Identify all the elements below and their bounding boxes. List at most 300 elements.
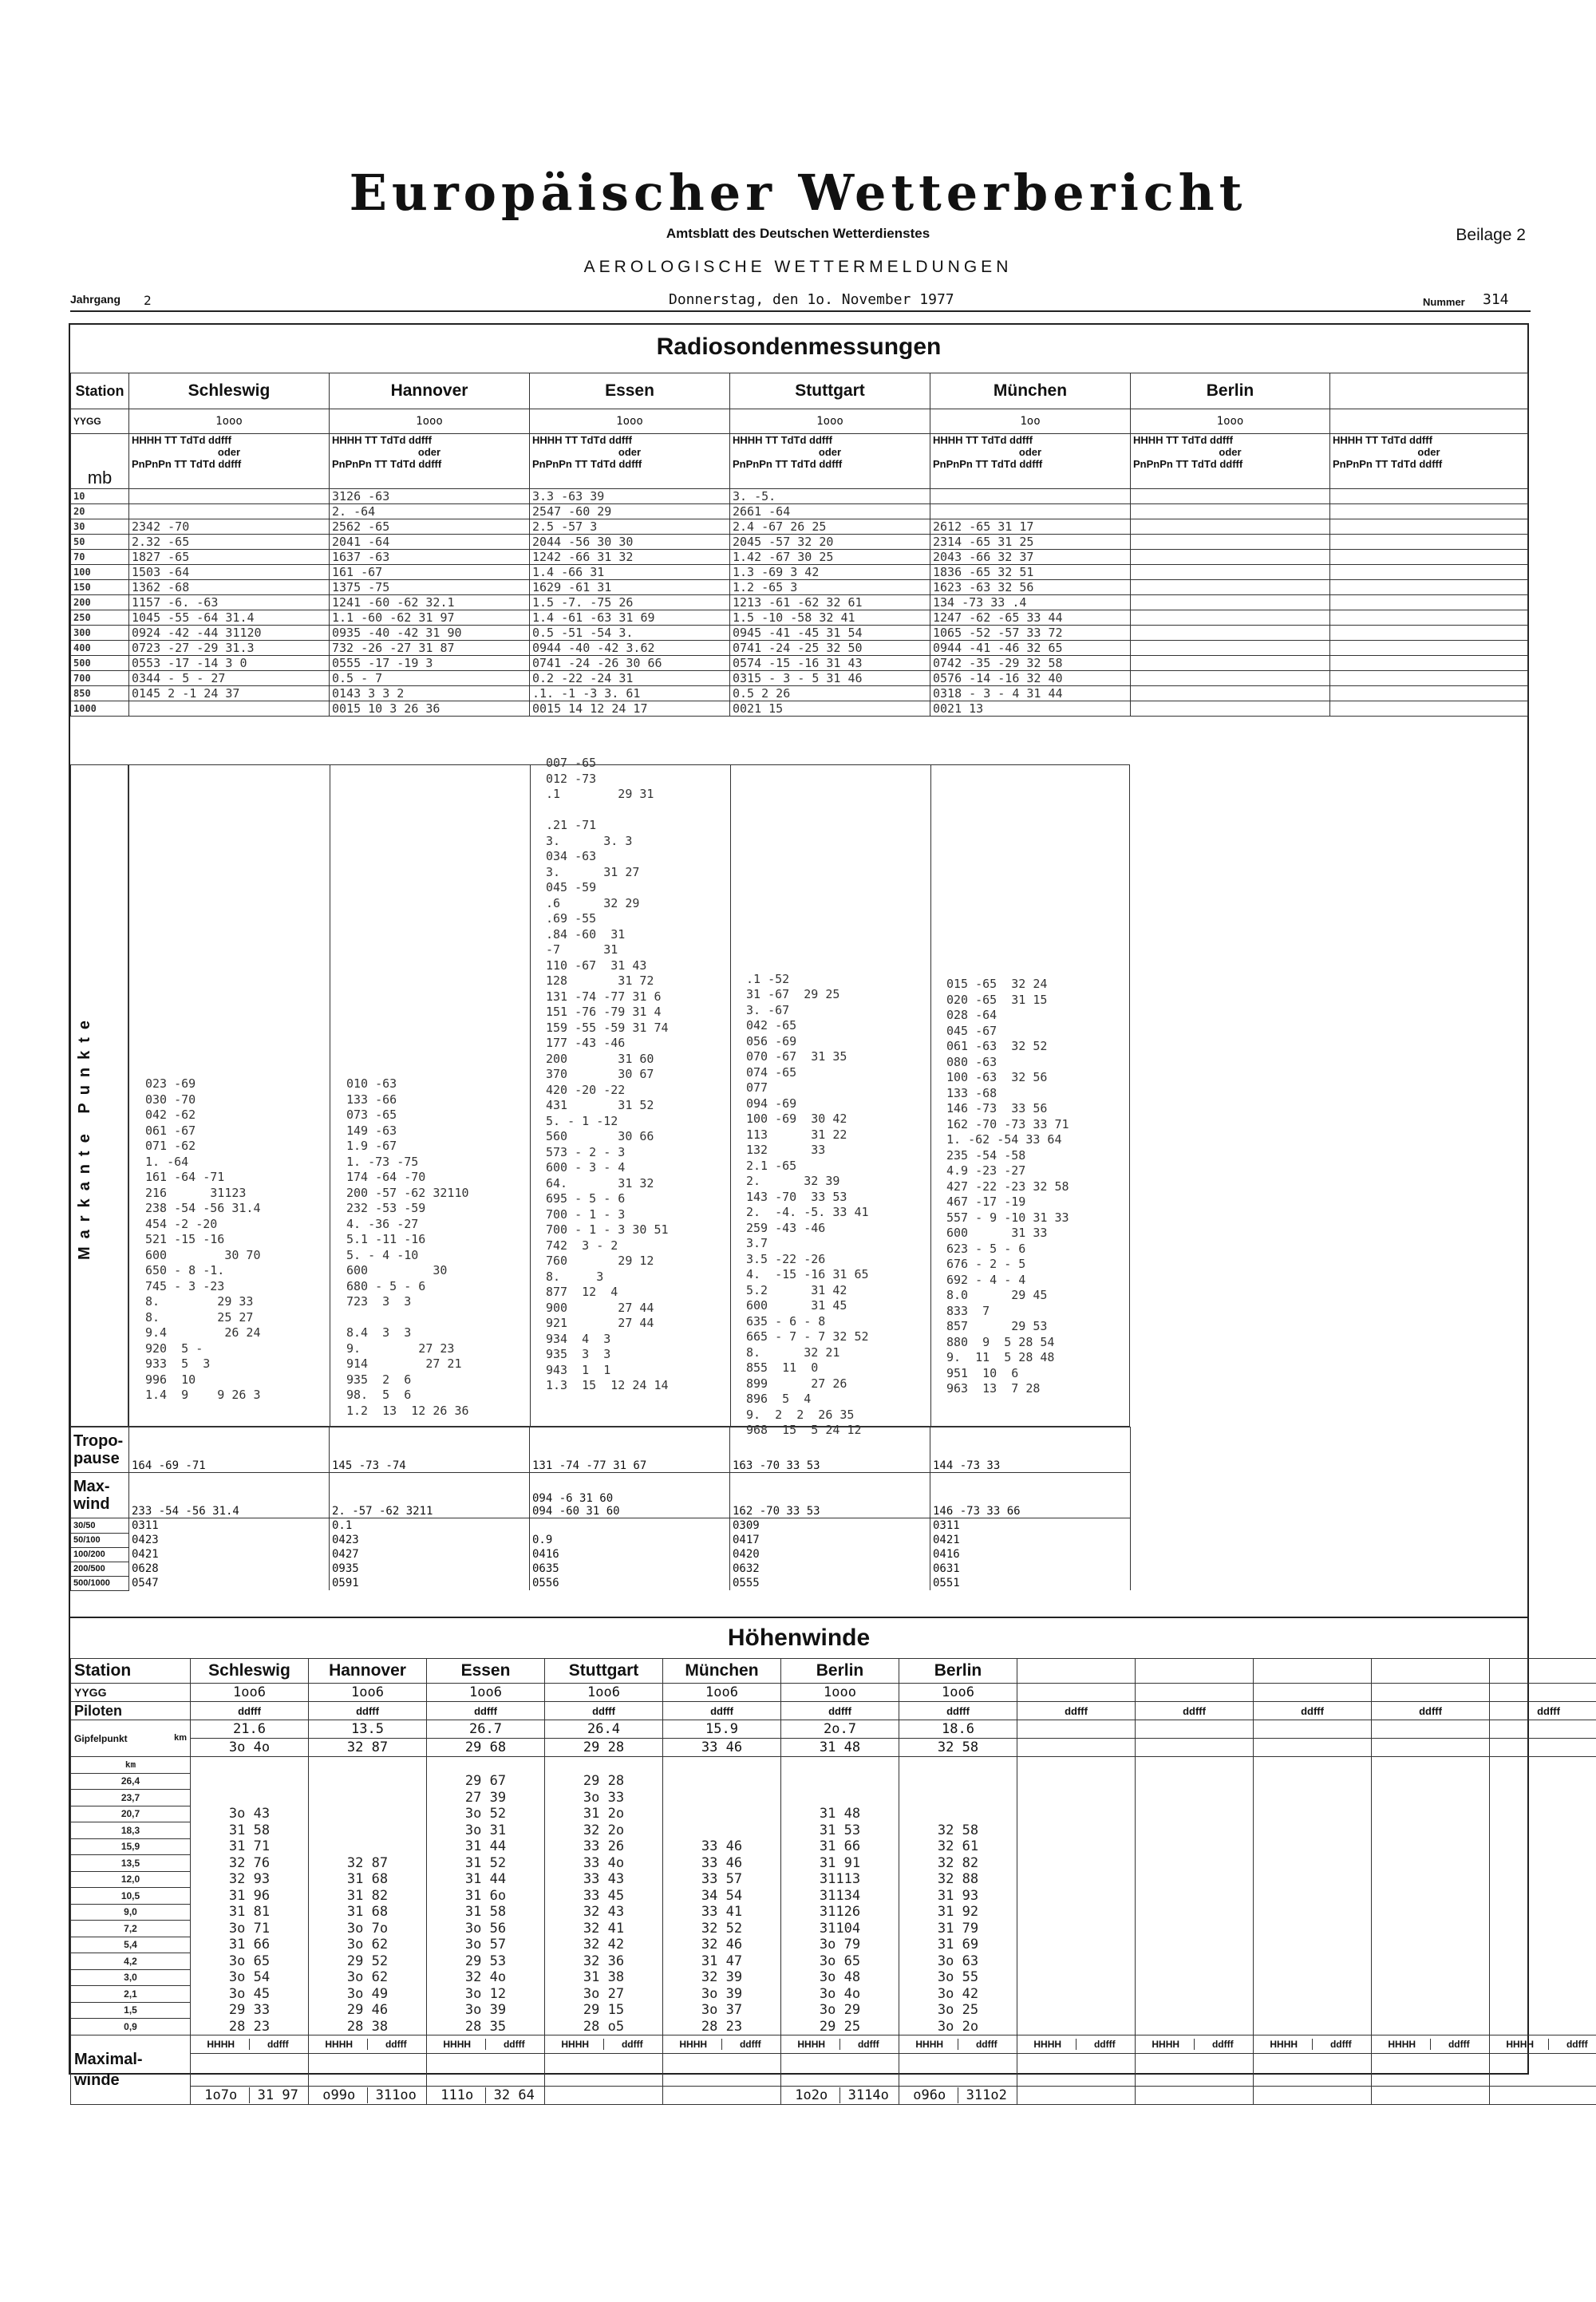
wind-value (1372, 1838, 1490, 1855)
wind-value (1136, 2019, 1254, 2035)
ddfff-header: ddfff (545, 1702, 663, 1720)
maximal-value-cell (309, 2086, 427, 2104)
wind-level-row (71, 1921, 1596, 1937)
wind-value: 32 93 (191, 1871, 309, 1888)
gipfel-km-value: 18.6 (899, 1720, 1017, 1739)
level-value (1131, 504, 1330, 519)
tropopause-value: 131 -74 -77 31 67 (530, 1427, 730, 1473)
wind-value (1017, 1888, 1136, 1905)
tropopause-value: 164 -69 -71 (129, 1427, 330, 1473)
gipfel-ddfff-value: 31 48 (781, 1739, 899, 1757)
volume-number: 2 (144, 293, 152, 308)
maximal-header-cell (899, 2035, 1017, 2053)
supplement-label: Beilage 2 (1456, 226, 1526, 244)
level-value (1330, 535, 1528, 550)
level-value: 2.32 -65 (129, 535, 330, 550)
wind-value: 3o 62 (309, 1969, 427, 1986)
winds-station-name: Essen (427, 1659, 545, 1684)
wind-value: 3o 57 (427, 1937, 545, 1953)
shear-value: 0628 (129, 1562, 330, 1576)
empty-cell (1254, 1757, 1372, 1774)
wind-value (1017, 1986, 1136, 2003)
hhhh-label: HHHH (310, 2039, 368, 2050)
level-value: 0.5 - 7 (330, 671, 530, 686)
wind-value: 33 26 (545, 1838, 663, 1855)
shear-label: 100/200 (71, 1547, 129, 1562)
column-header-top: HHHH TT TdTd ddfff (532, 434, 632, 446)
maximal-winde-label: Maximal-winde (71, 2035, 191, 2104)
wind-value (1017, 1937, 1136, 1953)
wind-value: 31 96 (191, 1888, 309, 1905)
maximal-value-cell (427, 2086, 545, 2104)
wind-value (1254, 1838, 1372, 1855)
level-rows (71, 489, 1528, 717)
maxwind-value: 162 -70 33 53 (730, 1473, 930, 1518)
tropopause-value: 163 -70 33 53 (730, 1427, 930, 1473)
issue-info-row (70, 290, 1531, 312)
wind-value (1490, 1921, 1596, 1937)
level-value: 2314 -65 31 25 (930, 535, 1131, 550)
wind-value: 33 4o (545, 1855, 663, 1872)
wind-level-row (71, 1969, 1596, 1986)
ddfff-header: ddfff (1017, 1702, 1136, 1720)
wind-value (781, 1773, 899, 1790)
wind-value (1017, 1855, 1136, 1872)
radiosonde-heading: Radiosondenmessungen (656, 334, 942, 360)
wind-value (1372, 1921, 1490, 1937)
km-level: 3,0 (71, 1969, 191, 1986)
wind-value: 32 61 (899, 1838, 1017, 1855)
tropopause-label: Tropo-pause (71, 1427, 129, 1473)
wind-value (1017, 1871, 1136, 1888)
wind-value: 31126 (781, 1904, 899, 1921)
wind-value (1017, 1773, 1136, 1790)
maximal-hhhh: 1o2o (783, 2087, 840, 2103)
wind-value (1254, 2019, 1372, 2035)
wind-level-row (71, 1888, 1596, 1905)
wind-value (1254, 1871, 1372, 1888)
gipfel-ddfff-value (1372, 1739, 1490, 1757)
wind-value: 31 6o (427, 1888, 545, 1905)
column-header-mid: oder (417, 446, 441, 458)
yygg-value: 1ooo (330, 409, 530, 434)
wind-value (1017, 1822, 1136, 1839)
wind-value: 3o 39 (427, 2002, 545, 2019)
wind-value: 31134 (781, 1888, 899, 1905)
level-value (1131, 489, 1330, 504)
station-name: Essen (530, 373, 730, 409)
winds-station-name (1372, 1659, 1490, 1684)
level-value: 0741 -24 -26 30 66 (530, 656, 730, 671)
wind-value (1490, 1855, 1596, 1872)
wind-value: 3o 45 (191, 1986, 309, 2003)
winds-yygg-value: 1oo6 (427, 1684, 545, 1702)
wind-value: 28 23 (663, 2019, 781, 2035)
wind-value: 3o 62 (309, 1937, 427, 1953)
gipfelpunkt-label (71, 1720, 191, 1757)
level-value: 2661 -64 (730, 504, 930, 519)
column-header-bottom: PnPnPn TT TdTd ddfff (1133, 458, 1243, 470)
level-row (71, 535, 1528, 550)
km-level: 23,7 (71, 1790, 191, 1806)
significant-stuttgart: .1 -52 31 -67 29 25 3. -67 042 -65 056 -69 070 -67 31 35 074 -65 077 094 -69 100 -69 30 42 113 31 22 132 33 2.1 -65 2. 32 39 143 -70 33 53 2. -4. -5. 33 41 259 -43 -46 3.7 3.5 -22 -26 4. -15 -16 31 65 5.2 31 42 600 31 45 635 - 6 - 8 665 - 7 - 7 32 52 8. 32 21 855 11 0 899 27 26 896 5 4 9. 2 2 26 35 968 15 5 24 12 (746, 971, 869, 1437)
wind-value: 33 43 (545, 1871, 663, 1888)
wind-value: 3o 52 (427, 1806, 545, 1822)
level-value: 3126 -63 (330, 489, 530, 504)
wind-value: 3o 25 (899, 2002, 1017, 2019)
wind-value: 3o 43 (191, 1806, 309, 1822)
level-value: 2. -64 (330, 504, 530, 519)
wind-value: 3o 56 (427, 1921, 545, 1937)
empty-cell (1136, 1757, 1254, 1774)
column-header-mid: oder (618, 446, 642, 458)
wind-value (1372, 1790, 1490, 1806)
wind-level-row (71, 1953, 1596, 1970)
gipfel-ddfff-value: 32 58 (899, 1739, 1017, 1757)
hhhh-label: HHHH (192, 2039, 250, 2050)
wind-value (191, 1790, 309, 1806)
ddfff-header: ddfff (309, 1702, 427, 1720)
km-header-row (71, 1757, 1596, 1774)
level-value: 1.4 -66 31 (530, 565, 730, 580)
level-value: 2043 -66 32 37 (930, 550, 1131, 565)
level-value: 2045 -57 32 20 (730, 535, 930, 550)
empty-cell (427, 1757, 545, 1774)
gipfel-ddfff-value: 3o 4o (191, 1739, 309, 1757)
level-value: 1242 -66 31 32 (530, 550, 730, 565)
wind-value (1017, 1969, 1136, 1986)
level-value (1330, 550, 1528, 565)
empty-cell (899, 1757, 1017, 1774)
level-row (71, 641, 1528, 656)
wind-value: 3o 63 (899, 1953, 1017, 1970)
level-value: 0021 13 (930, 701, 1131, 717)
gipfel-km-value (1490, 1720, 1596, 1739)
winds-station-name: Stuttgart (545, 1659, 663, 1684)
level-value: 0574 -15 -16 31 43 (730, 656, 930, 671)
wind-value: 29 52 (309, 1953, 427, 1970)
wind-value: 29 33 (191, 2002, 309, 2019)
shear-value: 0311 (930, 1518, 1131, 1534)
maximal-value-cell (191, 2086, 309, 2104)
winds-gipfel-ddfff-row (71, 1739, 1596, 1757)
level-row (71, 686, 1528, 701)
gipfel-ddfff-value (1017, 1739, 1136, 1757)
wind-value (309, 1838, 427, 1855)
winds-station-name: Hannover (309, 1659, 427, 1684)
wind-value: 31 79 (899, 1921, 1017, 1937)
pressure-level: 150 (71, 580, 129, 595)
wind-value: 28 o5 (545, 2019, 663, 2035)
wind-value (1254, 1953, 1372, 1970)
wind-value: 3o 42 (899, 1986, 1017, 2003)
ddfff-label: ddfff (1329, 2038, 1352, 2050)
wind-value (1254, 1806, 1372, 1822)
hhhh-label: HHHH (665, 2039, 722, 2050)
hhhh-label: HHHH (1373, 2039, 1431, 2050)
wind-value: 33 57 (663, 1871, 781, 1888)
level-value: 0015 14 12 24 17 (530, 701, 730, 717)
level-value: 1.5 -10 -58 32 41 (730, 610, 930, 626)
section-title: AEROLOGISCHE WETTERMELDUNGEN (583, 258, 1013, 276)
empty-cell (1136, 2053, 1254, 2086)
wind-value: 31 68 (309, 1904, 427, 1921)
level-value: 1629 -61 31 (530, 580, 730, 595)
level-value: 1.2 -65 3 (730, 580, 930, 595)
level-value: 3.3 -63 39 (530, 489, 730, 504)
level-value: 0315 - 3 - 5 31 46 (730, 671, 930, 686)
yygg-label: YYGG (71, 409, 129, 434)
km-header: km (71, 1757, 191, 1774)
maximal-header-cell (427, 2035, 545, 2053)
wind-value (1490, 1937, 1596, 1953)
empty-cell (1490, 1757, 1596, 1774)
number-label: Nummer (1423, 296, 1465, 308)
ddfff-label: ddfff (1211, 2038, 1234, 2050)
wind-value (1372, 1953, 1490, 1970)
maxwind-essen-top: 094 -6 31 60 (532, 1492, 614, 1505)
column-header-top: HHHH TT TdTd ddfff (1333, 434, 1432, 446)
wind-level-row (71, 1937, 1596, 1953)
column-divider (730, 765, 731, 1426)
level-value (1330, 701, 1528, 717)
empty-cell (191, 1757, 309, 1774)
wind-value: 32 43 (545, 1904, 663, 1921)
column-header (1131, 434, 1330, 489)
shear-label: 50/100 (71, 1533, 129, 1547)
shear-value: 0555 (730, 1576, 930, 1590)
pressure-level: 30 (71, 519, 129, 535)
level-value: 2.5 -57 3 (530, 519, 730, 535)
column-header (530, 434, 730, 489)
winds-station-name (1017, 1659, 1136, 1684)
issue-date: Donnerstag, den 1o. November 1977 (669, 291, 954, 308)
level-value (1330, 641, 1528, 656)
shear-value: 0.9 (530, 1533, 730, 1547)
pressure-level: 250 (71, 610, 129, 626)
column-divider (530, 765, 531, 1426)
level-value: 2547 -60 29 (530, 504, 730, 519)
wind-value: 3o 37 (663, 2002, 781, 2019)
wind-value: 32 76 (191, 1855, 309, 1872)
level-row (71, 565, 1528, 580)
wind-value (1372, 1871, 1490, 1888)
gipfel-km-value (1372, 1720, 1490, 1739)
wind-value (1490, 2002, 1596, 2019)
maxwind-value: 146 -73 33 66 (930, 1473, 1131, 1518)
wind-level-row (71, 1790, 1596, 1806)
wind-value: 32 88 (899, 1871, 1017, 1888)
wind-value: 3o 2o (899, 2019, 1017, 2035)
gipfel-ddfff-value (1254, 1739, 1372, 1757)
wind-value (1017, 1806, 1136, 1822)
column-header (129, 434, 330, 489)
empty-cell (427, 2053, 545, 2086)
wind-value (663, 1806, 781, 1822)
level-value: 1.3 -69 3 42 (730, 565, 930, 580)
winds-heading: Höhenwinde (727, 1625, 871, 1651)
wind-value (1372, 2019, 1490, 2035)
column-header-bottom: PnPnPn TT TdTd ddfff (733, 458, 843, 470)
winds-yygg-label: YYGG (71, 1684, 191, 1702)
level-value (1131, 686, 1330, 701)
level-value (1131, 550, 1330, 565)
wind-value: 28 23 (191, 2019, 309, 2035)
yygg-value: 1oo (930, 409, 1131, 434)
gipfel-km-value: 26.4 (545, 1720, 663, 1739)
wind-value (1136, 2002, 1254, 2019)
wind-value: 31 2o (545, 1806, 663, 1822)
winds-level-rows (71, 1757, 1596, 2035)
shear-value: 0421 (129, 1547, 330, 1562)
level-value (1330, 656, 1528, 671)
wind-value (1490, 1790, 1596, 1806)
level-value: 0742 -35 -29 32 58 (930, 656, 1131, 671)
maximal-value-cell (1372, 2086, 1490, 2104)
level-value (1131, 641, 1330, 656)
winds-yygg-value: 1oo6 (663, 1684, 781, 1702)
wind-value (1372, 1822, 1490, 1839)
gipfel-km-value: 26.7 (427, 1720, 545, 1739)
level-value: 0944 -41 -46 32 65 (930, 641, 1131, 656)
shear-value: 0591 (330, 1576, 530, 1590)
wind-value: 32 41 (545, 1921, 663, 1937)
shear-row (71, 1518, 1131, 1534)
empty-cell (309, 2053, 427, 2086)
wind-value (1254, 2002, 1372, 2019)
maxwind-essen-bottom: 094 -60 31 60 (532, 1505, 620, 1518)
wind-value (1136, 1986, 1254, 2003)
wind-value (309, 1790, 427, 1806)
maximal-value-cell (1136, 2086, 1254, 2104)
pressure-level: 20 (71, 504, 129, 519)
level-value: 0.5 2 26 (730, 686, 930, 701)
maximal-hhhh: 1o7o (192, 2087, 250, 2103)
wind-value (1372, 1969, 1490, 1986)
level-value: 161 -67 (330, 565, 530, 580)
ddfff-header: ddfff (781, 1702, 899, 1720)
station-name: Berlin (1131, 373, 1330, 409)
level-value (930, 489, 1131, 504)
maximal-value-cell (1490, 2086, 1596, 2104)
level-value (1131, 656, 1330, 671)
wind-value (899, 1773, 1017, 1790)
winds-station-name: Berlin (781, 1659, 899, 1684)
wind-value (1136, 1806, 1254, 1822)
wind-value (1136, 1822, 1254, 1839)
station-label: Station (71, 373, 129, 409)
gipfel-ddfff-value: 29 68 (427, 1739, 545, 1757)
level-value (1131, 535, 1330, 550)
wind-value: 31 92 (899, 1904, 1017, 1921)
gipfel-km-value: 21.6 (191, 1720, 309, 1739)
km-level: 13,5 (71, 1855, 191, 1872)
ddfff-header: ddfff (191, 1702, 309, 1720)
km-level: 5,4 (71, 1937, 191, 1953)
maximal-value-cell (663, 2086, 781, 2104)
yygg-value: 1ooo (1131, 409, 1330, 434)
wind-value: 31 91 (781, 1855, 899, 1872)
wind-value (1136, 1790, 1254, 1806)
shear-value: 0631 (930, 1562, 1131, 1576)
wind-value (1254, 1773, 1372, 1790)
empty-cell (781, 2053, 899, 2086)
shear-row (71, 1576, 1131, 1590)
wind-value: 31 58 (191, 1822, 309, 1839)
hhhh-label: HHHH (547, 2039, 604, 2050)
level-value: 1213 -61 -62 32 61 (730, 595, 930, 610)
maximal-ddfff: 311o2 (966, 2087, 1007, 2103)
hhhh-label: HHHH (429, 2039, 486, 2050)
ddfff-label: ddfff (385, 2038, 407, 2050)
maximal-header-cell (1136, 2035, 1254, 2053)
wind-value: 3o 4o (781, 1986, 899, 2003)
wind-value (1017, 1904, 1136, 1921)
wind-level-row (71, 1871, 1596, 1888)
column-header-mid: oder (1219, 446, 1242, 458)
column-header (930, 434, 1131, 489)
station-name: München (930, 373, 1131, 409)
km-level: 26,4 (71, 1773, 191, 1790)
level-value (1131, 565, 1330, 580)
winds-yygg-value (1372, 1684, 1490, 1702)
wind-value: 28 35 (427, 2019, 545, 2035)
maximal-blank-row (71, 2053, 1596, 2086)
shear-value: 0635 (530, 1562, 730, 1576)
winds-station-row (71, 1659, 1596, 1684)
wind-value (1372, 1904, 1490, 1921)
level-value: 0318 - 3 - 4 31 44 (930, 686, 1131, 701)
level-value: 1637 -63 (330, 550, 530, 565)
level-value: 1362 -68 (129, 580, 330, 595)
shear-value: 0421 (930, 1533, 1131, 1547)
wind-value (1254, 1921, 1372, 1937)
maximal-header-cell (545, 2035, 663, 2053)
level-value: 134 -73 33 .4 (930, 595, 1131, 610)
shear-value: 0556 (530, 1576, 730, 1590)
wind-value (309, 1773, 427, 1790)
empty-cell (899, 2053, 1017, 2086)
winds-station-name: München (663, 1659, 781, 1684)
level-value: 1375 -75 (330, 580, 530, 595)
shear-value (530, 1518, 730, 1534)
wind-value (1017, 1838, 1136, 1855)
winds-table (70, 1658, 1596, 2105)
wind-value: 32 36 (545, 1953, 663, 1970)
km-level: 2,1 (71, 1986, 191, 2003)
ddfff-label: ddfff (1448, 2038, 1470, 2050)
maximal-ddfff: 31 97 (257, 2087, 298, 2103)
wind-level-row (71, 1773, 1596, 1790)
km-label: km (174, 1732, 187, 1743)
maximal-header-cell (1017, 2035, 1136, 2053)
gipfel-km-value (1017, 1720, 1136, 1739)
winds-station-name: Schleswig (191, 1659, 309, 1684)
level-value: 2562 -65 (330, 519, 530, 535)
winds-table-wrap (70, 1658, 1588, 2105)
level-value: 1247 -62 -65 33 44 (930, 610, 1131, 626)
wind-value: 27 39 (427, 1790, 545, 1806)
empty-cell (663, 1757, 781, 1774)
winds-station-name (1136, 1659, 1254, 1684)
gipfelpunkt-text: Gipfelpunkt (74, 1732, 128, 1744)
station-name: Stuttgart (730, 373, 930, 409)
shear-value: 0420 (730, 1547, 930, 1562)
shear-value: 0.1 (330, 1518, 530, 1534)
pressure-level: 10 (71, 489, 129, 504)
level-row (71, 489, 1528, 504)
shear-label: 500/1000 (71, 1576, 129, 1590)
